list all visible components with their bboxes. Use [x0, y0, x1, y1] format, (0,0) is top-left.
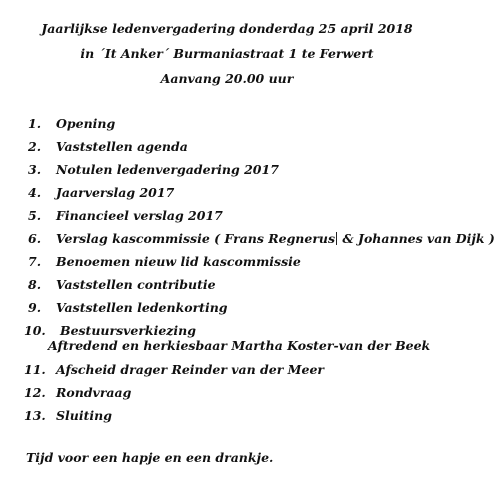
agenda-item-number: 9.	[28, 300, 42, 315]
closing-note: Tijd voor een hapje en een drankje.	[26, 450, 274, 465]
meeting-start-time: Aanvang 20.00 uur	[160, 71, 294, 86]
agenda-item-label: Vaststellen ledenkorting	[56, 300, 228, 315]
agenda-item-label: Bestuursverkiezing	[60, 323, 196, 338]
agenda-item-label: Opening	[56, 116, 116, 131]
agenda-item-label: Vaststellen agenda	[56, 139, 188, 154]
agenda-item-label: Afscheid drager Reinder van der Meer	[56, 362, 325, 377]
agenda-item-number: 5.	[28, 208, 42, 223]
agenda-item-label: Benoemen nieuw lid kascommissie	[56, 254, 301, 269]
agenda-item-number: 13.	[24, 408, 46, 423]
agenda-item-label-part2: & Johannes van Dijk )	[338, 231, 495, 246]
agenda-item-label	[56, 231, 495, 246]
agenda-item-number: 11.	[24, 362, 46, 377]
agenda-item-number: 7.	[28, 254, 42, 269]
text-cursor	[336, 232, 337, 245]
agenda-item-number: 4.	[28, 185, 42, 200]
meeting-title: Jaarlijkse ledenvergadering donderdag 25 april 2018	[41, 21, 413, 36]
agenda-item-label: Rondvraag	[56, 385, 132, 400]
agenda-item-sublabel: Aftredend en herkiesbaar Martha Koster-van der Beek	[48, 338, 431, 353]
agenda-item-number: 6.	[28, 231, 42, 246]
agenda-item-number: 12.	[24, 385, 46, 400]
agenda-item-label: Vaststellen contributie	[56, 277, 216, 292]
agenda-item-label: Notulen ledenvergadering 2017	[56, 162, 279, 177]
agenda-item-label-part1: Verslag kascommissie ( Frans Regnerus	[56, 231, 336, 246]
agenda-item-number: 10.	[24, 323, 46, 338]
agenda-item-number: 8.	[28, 277, 42, 292]
meeting-location: in ´It Anker´ Burmaniastraat 1 te Ferwert	[80, 46, 374, 61]
agenda-item-number: 1.	[28, 116, 42, 131]
agenda-item-label: Jaarverslag 2017	[56, 185, 175, 200]
agenda-item-number: 3.	[28, 162, 42, 177]
agenda-item-label: Financieel verslag 2017	[56, 208, 223, 223]
agenda-item-number: 2.	[28, 139, 42, 154]
agenda-item-label: Sluiting	[56, 408, 112, 423]
